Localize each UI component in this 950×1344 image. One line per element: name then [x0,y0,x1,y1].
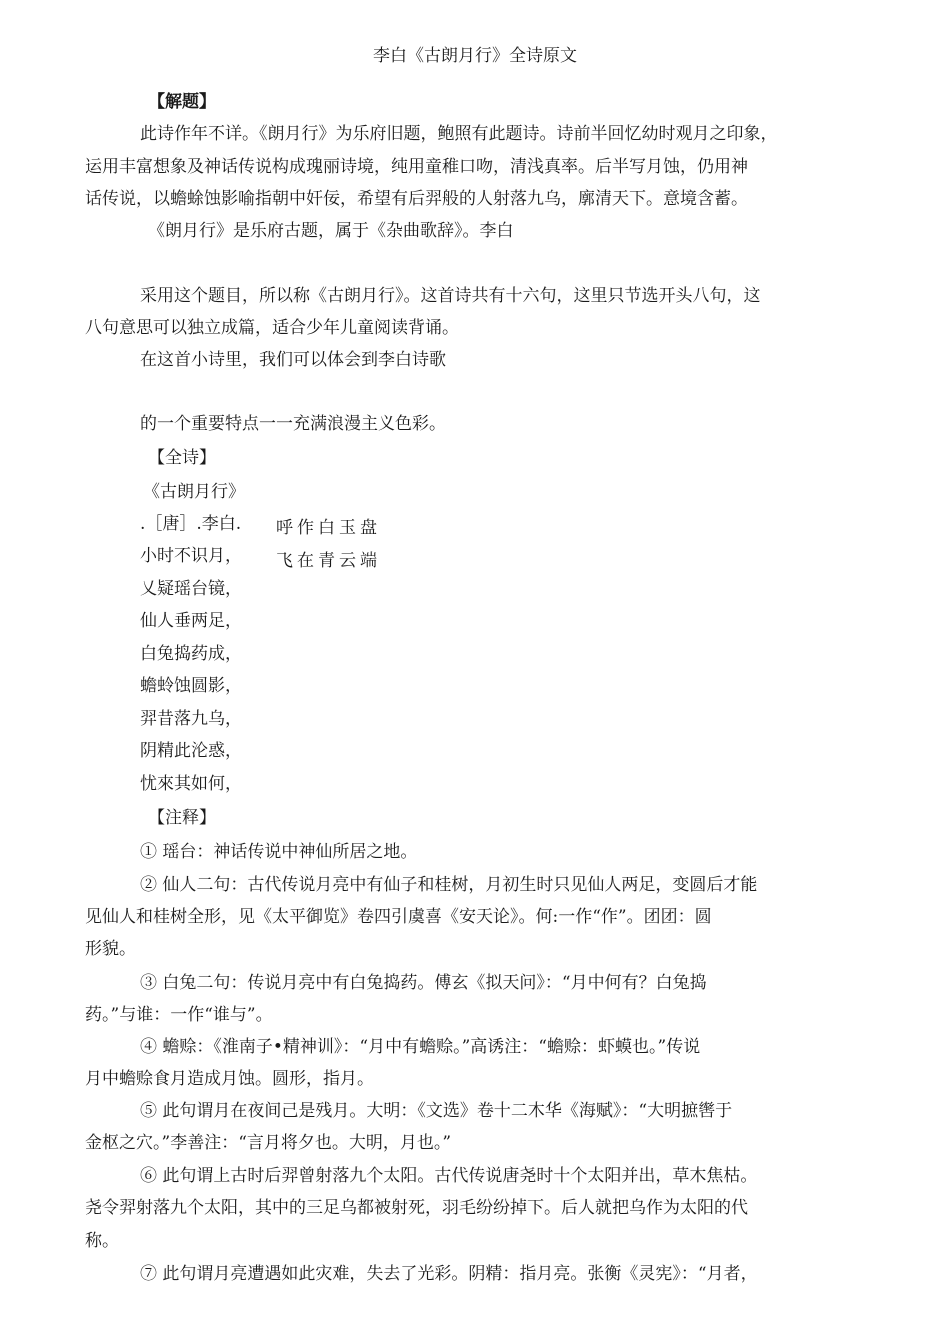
note-5-line1: ⑤ 此句谓月在夜间己是残月。大明：《文选》卷十二木华《海赋》：“大明摭辔于 [140,1101,733,1121]
poem-line-5: 蟾蛉蚀圆影， [140,676,242,696]
note-2-line3: 形貌。 [85,939,136,959]
poem-title: 《古朗月行》 [143,482,245,502]
section-heading-jieti: 【解题】 [148,92,216,112]
section-heading-quanshi: 【全诗】 [148,448,216,468]
poem-line-1: 小时不识月， [140,546,242,566]
jieti-p2: 《朗月行》是乐府古题，属于《杂曲歌辞》。李白 [148,221,514,241]
note-6-line2: 尧令羿射落九个太阳，其中的三足乌都被射死，羽毛纷纷掉下。后人就把乌作为太阳的代 [85,1198,748,1218]
jieti-p4: 在这首小诗里，我们可以体会到李白诗歌 [140,350,446,370]
jieti-p1-line3: 话传说，以蟾蜍蚀影喻指朝中奸佞，希望有后羿般的人射落九乌，廓清天下。意境含蓄。 [85,189,748,209]
note-4-line1: ④ 蟾赊：《淮南子•精神训》：“月中有蟾赊。”高诱注：“蟾赊：虾蟆也。”传说 [140,1037,701,1057]
poem-right-line1: 呼作白玉盘 [276,518,381,538]
note-3-line1: ③ 白兔二句：传说月亮中有白兔捣药。傅玄《拟天问》：“月中何有？白兔捣 [140,973,707,993]
poem-line-2: 乂疑瑶台镜， [140,579,242,599]
poem-line-7: 阴精此沦惑， [140,741,242,761]
note-6-line3: 称。 [85,1231,119,1251]
poem-author: .［唐］.李白. [140,514,242,534]
note-1: ① 瑶台：神话传说中神仙所居之地。 [140,842,418,862]
section-heading-zhushi: 【注释】 [148,808,216,828]
poem-line-3: 仙人垂两足， [140,611,242,631]
note-6-line1: ⑥ 此句谓上古时后羿曾射落九个太阳。古代传说唐尧时十个太阳并出，草木焦枯。 [140,1166,758,1186]
note-7-line1: ⑦ 此句谓月亮遭遇如此灾难，失去了光彩。阴精：指月亮。张衡《灵宪》：“月者， [140,1264,758,1284]
note-4-line2: 月中蟾赊食月造成月蚀。圆形，指月。 [85,1069,374,1089]
jieti-p1-line1: 此诗作年不详。《朗月行》为乐府旧题，鲍照有此题诗。诗前半回忆幼时观月之印象， [140,124,778,144]
poem-line-8: 忧來其如何， [140,774,242,794]
note-2-line2: 见仙人和桂树全形，见《太平御览》卷四引虞喜《安天论》。何:一作“作”。团团：圆 [85,907,712,927]
poem-line-6: 羿昔落九乌， [140,709,242,729]
note-5-line2: 金枢之穴。”李善注：“言月将夕也。大明，月也。” [85,1133,452,1153]
page-title: 李白《古朗月行》全诗原文 [373,46,577,66]
note-2-line1: ② 仙人二句：古代传说月亮中有仙子和桂树，月初生时只见仙人两足，变圆后才能 [140,875,758,895]
jieti-p3-line2: 八句意思可以独立成篇，适合少年儿童阅读背诵。 [85,318,459,338]
poem-line-4: 白兔捣药成， [140,644,242,664]
jieti-p1-line2: 运用丰富想象及神话传说构成瑰丽诗境，纯用童稚口吻，清浅真率。后半写月蚀，仍用神 [85,157,748,177]
jieti-p5: 的一个重要特点一一充满浪漫主义色彩。 [140,414,446,434]
note-3-line2: 药。”与谁：一作“谁与”。 [85,1005,273,1025]
poem-right-line2: 飞在青云端 [276,551,381,571]
jieti-p3-line1: 采用这个题目，所以称《古朗月行》。这首诗共有十六句，这里只节选开头八句，这 [140,286,761,306]
